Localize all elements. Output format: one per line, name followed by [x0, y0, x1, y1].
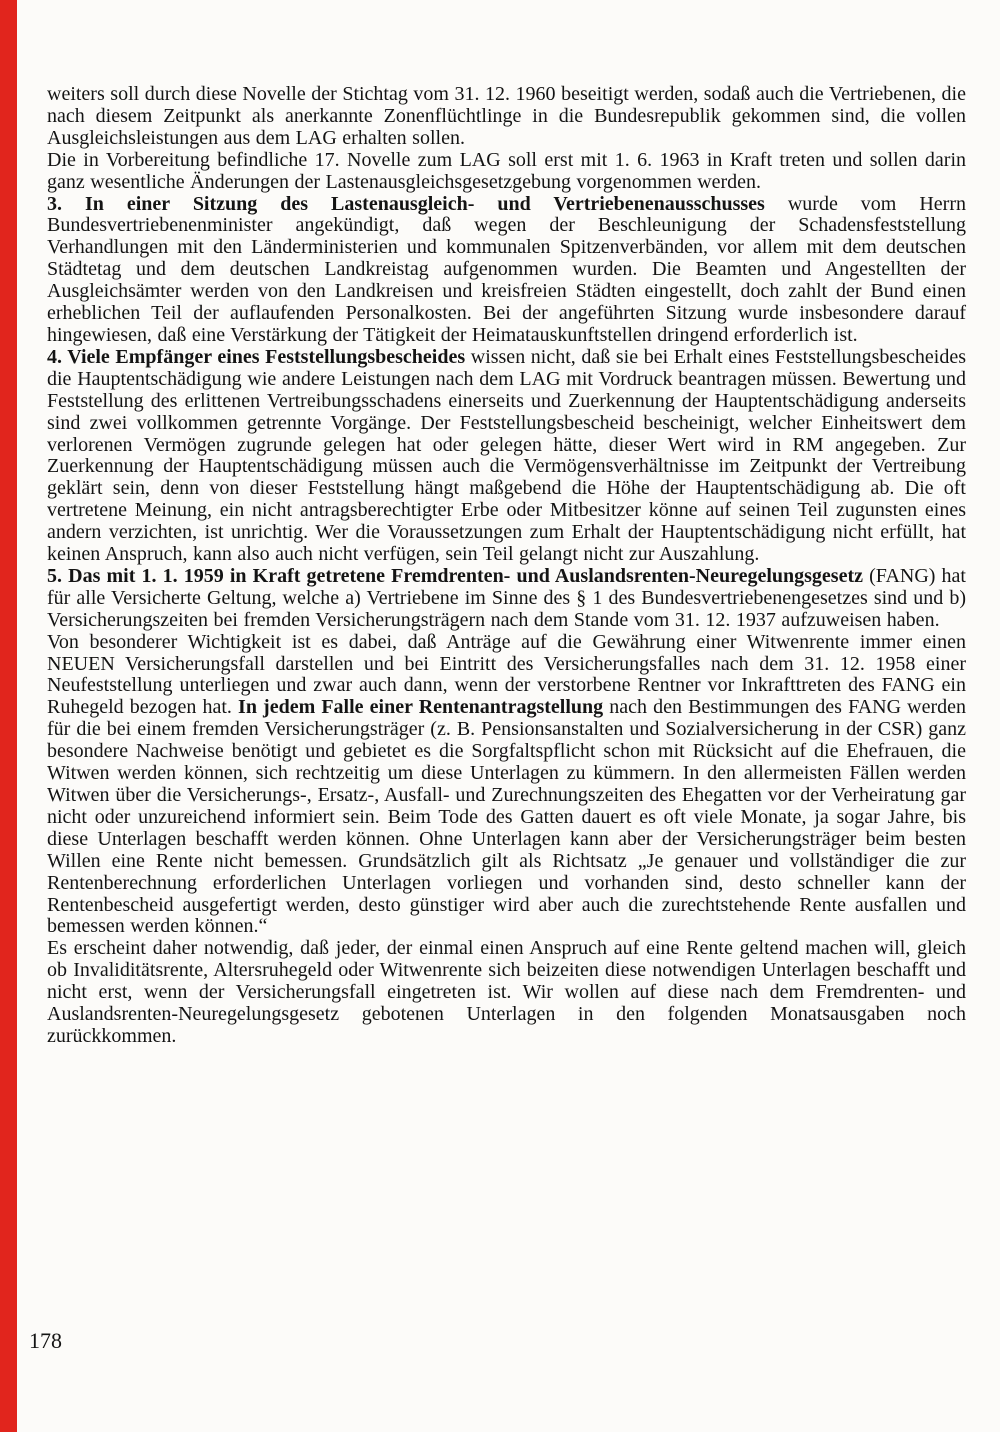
paragraph-closing: Es erscheint daher notwendig, daß jeder, der einmal einen Anspruch auf eine Rente geltend machen will, gleich ob Invaliditätsrente, Altersruhegeld oder Witwenrente sich beizeiten diese notwendigen Unterlagen beschafft und nicht erst, wenn der Versicherungsfall eingetreten ist. Wir wollen auf diese nach dem Fremdrenten- und Auslandsrenten-Neuregelungsgesetz gebotenen Unterlagen in den folgenden Monatsausgaben noch zurückkommen. — [47, 937, 966, 1047]
page-number: 178 — [29, 1328, 62, 1353]
paragraph-3-text: wurde vom Herrn Bundesvertriebenenminister angekündigt, daß wegen der Beschleunigung der Schadensfeststellung Verhandlungen mit den Länderministerien und kommunalen Spitzenverbänden, vor allem mit dem deutschen Städtetag und dem deutschen Landkreistag aufgenommen wurden. Die Beamten und Angestellten der Ausgleichsämter werden von den Landkreisen und kreisfreien Städten eingestellt, doch zahlt der Bund einen erheblichen Teil der auflaufenden Personalkosten. Bei der angeführten Sitzung wurde insbesondere darauf hingewiesen, daß eine Verstärkung der Tätigkeit der Heimatauskunftstellen dringend erforderlich ist. — [47, 192, 966, 346]
paragraph-5-lead: 5. Das mit 1. 1. 1959 in Kraft getretene Fremdrenten- und Auslandsrenten-Neuregelungsgesetz — [47, 564, 864, 587]
paragraph-3-lead: 3. In einer Sitzung des Lastenausgleich- und Vertriebenenausschusses — [47, 192, 765, 215]
paragraph-4-text: wissen nicht, daß sie bei Erhalt eines Feststellungsbescheides die Hauptentschädigung wie andere Leistungen nach dem LAG mit Vordruck beantragen müssen. Bewertung und Feststellung des erlittenen Vertreibungsschadens einerseits und Zuerkennung der Hauptentschädigung anderseits sind zwei vollkommen getrennte Vorgänge. Der Feststellungsbescheid bescheinigt, welcher Einheitswert dem verlorenen Vermögen zugrunde gelegen hat oder gelegen hätte, dieser Wert wird in RM angegeben. Zur Zuerkennung der Hauptentschädigung müssen auch die Vermögensverhältnisse im Zeitpunkt der Vertreibung geklärt sein, denn von dieser Feststellung hängt maßgebend die Höhe der Hauptentschädigung ab. Die oft vertretene Meinung, ein nicht antragsberechtigter Erbe oder Mitbesitzer könne auf seinen Teil zugunsten eines andern verzichten, ist unrichtig. Wer die Voraussetzungen zum Erhalt der Hauptentschädigung nicht erfüllt, hat keinen Anspruch, kann also auch nicht verfügen, sein Teil gelangt nicht zur Auszahlung. — [47, 345, 966, 566]
scan-edge-bar — [0, 0, 17, 1432]
paragraph-6-bold-phrase: In jedem Falle einer Rentenantragstellung — [238, 696, 604, 719]
paragraph-6-text-start: Von besonderer Wichtigkeit ist es dabei, daß Anträge auf die Gewährung einer Witwenrente immer einen NEUEN Versicherungsfall darstellen und bei Eintritt des Versicherungsfalles nach dem 31. 12. 1958 einer Neufeststellung unterliegen und zwar auch dann, wenn der verstorbene Rentner vor Inkrafttreten des FANG ein Ruhegeld bezogen hat. — [47, 630, 966, 719]
paragraph-4 — [47, 347, 966, 566]
paragraph-novelle-17: Die in Vorbereitung befindliche 17. Novelle zum LAG soll erst mit 1. 6. 1963 in Kraft treten und sollen darin ganz wesentliche Änderungen der Lastenausgleichsgesetzgebung vorgenommen werden. — [47, 148, 966, 193]
paragraph-5 — [47, 566, 966, 632]
paragraph-6-text-end: nach den Bestimmungen des FANG werden für die bei einem fremden Versicherungsträger (z. B. Pensionsanstalten und Sozialversicherung in der CSR) ganz besondere Nachweise benötigt und gebietet es die Sorgfaltspflicht schon mit Rücksicht auf die Ehefrauen, die Witwen werden können, sich rechtzeitig um diese Unterlagen zu kümmern. In den allermeisten Fällen werden Witwen über die Versicherungs-, Ersatz-, Ausfall- und Zurechnungszeiten des Ehegatten vor der Verheiratung gar nicht oder unzureichend informiert sein. Beim Tode des Gatten dauert es oft viele Monate, ja sogar Jahre, bis diese Unterlagen beschafft werden können. Ohne Unterlagen kann aber der Versicherungsträger beim besten Willen eine Rente nicht bemessen. Grundsätzlich gilt als Richtsatz „Je genauer und vollständiger die zur Rentenberechnung erforderlichen Unterlagen vorliegen und vorhanden sind, desto schneller kann der Rentenbescheid ausgefertigt werden, desto günstiger wird aber auch die zurechtstehende Rente ausfallen und bemessen werden können.“ — [47, 696, 966, 938]
paragraph-4-lead: 4. Viele Empfänger eines Feststellungsbescheides — [47, 345, 466, 368]
document-text-block — [47, 84, 966, 1048]
paragraph-6 — [47, 632, 966, 939]
paragraph-continuation: weiters soll durch diese Novelle der Stichtag vom 31. 12. 1960 beseitigt werden, sodaß auch die Vertriebenen, die nach diesem Zeitpunkt als anerkannte Zonenflüchtlinge in die Bundesrepublik gekommen sind, die vollen Ausgleichsleistungen aus dem LAG erhalten sollen. — [47, 83, 966, 149]
paragraph-3 — [47, 194, 966, 347]
paragraph-5-text: (FANG) hat für alle Versicherte Geltung, welche a) Vertriebene im Sinne des § 1 des Bundesvertriebenengesetzes sind und b) Versicherungszeiten bei fremden Versicherungsträgern nach dem Stande vom 31. 12. 1937 aufzuweisen haben. — [47, 564, 966, 631]
